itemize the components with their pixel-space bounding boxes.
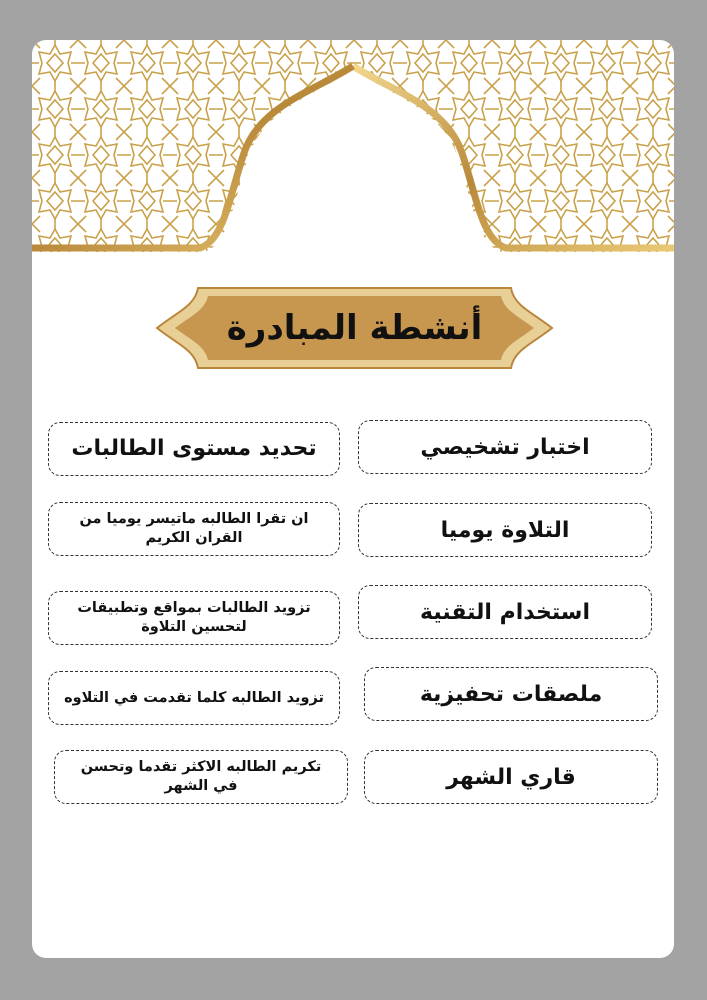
activity-label-2: التلاوة يوميا: [358, 503, 652, 557]
activity-label-4: ملصقات تحفيزية: [364, 667, 658, 721]
poster-card: [32, 40, 674, 958]
activity-label-1: اختبار تشخيصي: [358, 420, 652, 474]
activity-description-1: تحديد مستوى الطالبات: [48, 422, 340, 476]
activity-description-5: تكريم الطالبه الاكثر تقدما وتحسن في الشهر: [54, 750, 348, 804]
islamic-arch-ornament: [32, 40, 674, 290]
activity-description-4: تزويد الطالبه كلما تقدمت في التلاوه: [48, 671, 340, 725]
activity-label-3: استخدام التقنية: [358, 585, 652, 639]
activity-description-2: ان تقرا الطالبه ماتيسر يوميا من القران الكريم: [48, 502, 340, 556]
page-title: أنشطة المبادرة: [226, 308, 483, 348]
activity-description-3: تزويد الطالبات بمواقع وتطبيقات لتحسين التلاوة: [48, 591, 340, 645]
activity-label-5: قاري الشهر: [364, 750, 658, 804]
